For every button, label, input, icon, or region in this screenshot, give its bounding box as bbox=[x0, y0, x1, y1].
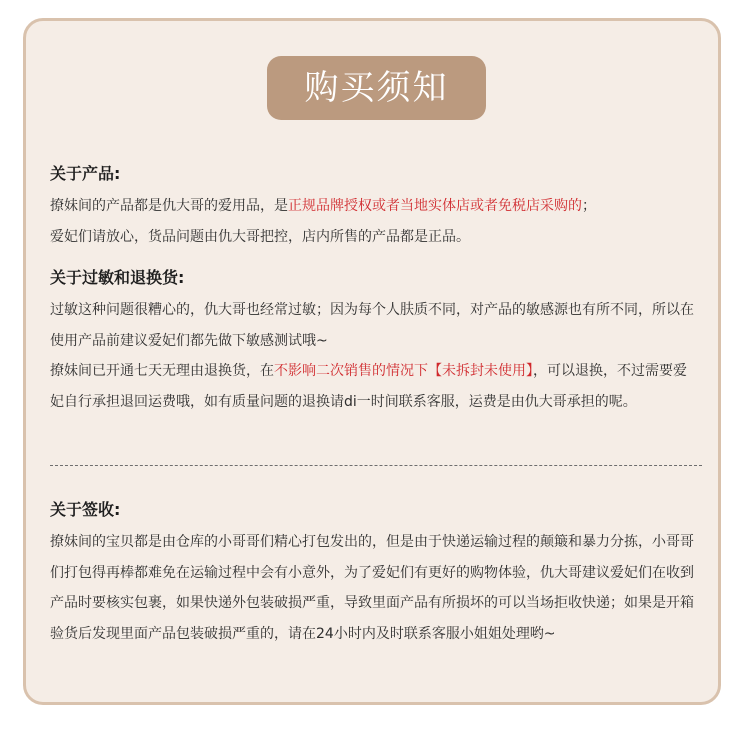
receipt-paragraph: 撩妹间的宝贝都是由仓库的小哥哥们精心打包发出的，但是由于快递运输过程的颠簸和暴力分拣，小哥哥们打包得再棒都难免在运输过程中会有小意外，为了爱妃们有更好的购物体验，仇大哥建议爱妃们在收到产品时要核实包裹，如果快递外包装破损严重，导致里面产品有所损坏的可以当场拒收快递；如果是开箱验货后发现里面产品包装破损严重的，请在24小时内及时联系客服小姐姐处理哟~ bbox=[50, 534, 694, 642]
section-allergy bbox=[50, 267, 700, 417]
section-heading-allergy: 关于过敏和退换货: bbox=[50, 268, 185, 287]
allergy-text: 撩妹间已开通七天无理由退换货，在 bbox=[50, 363, 274, 379]
product-text-end: ； bbox=[582, 198, 596, 214]
product-highlight: 正规品牌授权或者当地实体店或者免税店采购的 bbox=[288, 198, 582, 214]
page-title: 购买须知 bbox=[267, 56, 486, 120]
section-receipt bbox=[50, 499, 700, 649]
product-paragraph-2: 爱妃们请放心，货品问题由仇大哥把控，店内所售的产品都是正品。 bbox=[50, 228, 470, 245]
section-product bbox=[50, 163, 700, 252]
product-text: 撩妹间的产品都是仇大哥的爱用品，是 bbox=[50, 198, 288, 214]
allergy-highlight: 不影响二次销售的情况下【未拆封未使用】 bbox=[274, 363, 533, 379]
section-heading-receipt: 关于签收: bbox=[50, 500, 121, 519]
section-heading-product: 关于产品: bbox=[50, 164, 121, 183]
allergy-paragraph-1: 过敏这种问题很糟心的，仇大哥也经常过敏；因为每个人肤质不同，对产品的敏感源也有所不同，所以在使用产品前建议爱妃们都先做下敏感测试哦~ bbox=[50, 302, 694, 349]
dashed-divider bbox=[50, 465, 702, 466]
purchase-notice-card bbox=[23, 18, 721, 705]
allergy-text-end: ，可以退换，不过需要爱妃自行承担退回运费哦，如有质量问题的退换请di一时间联系客服，运费是由仇大哥承担的呢。 bbox=[50, 363, 687, 410]
product-paragraph-1 bbox=[50, 191, 700, 222]
allergy-paragraph-2 bbox=[50, 356, 700, 417]
